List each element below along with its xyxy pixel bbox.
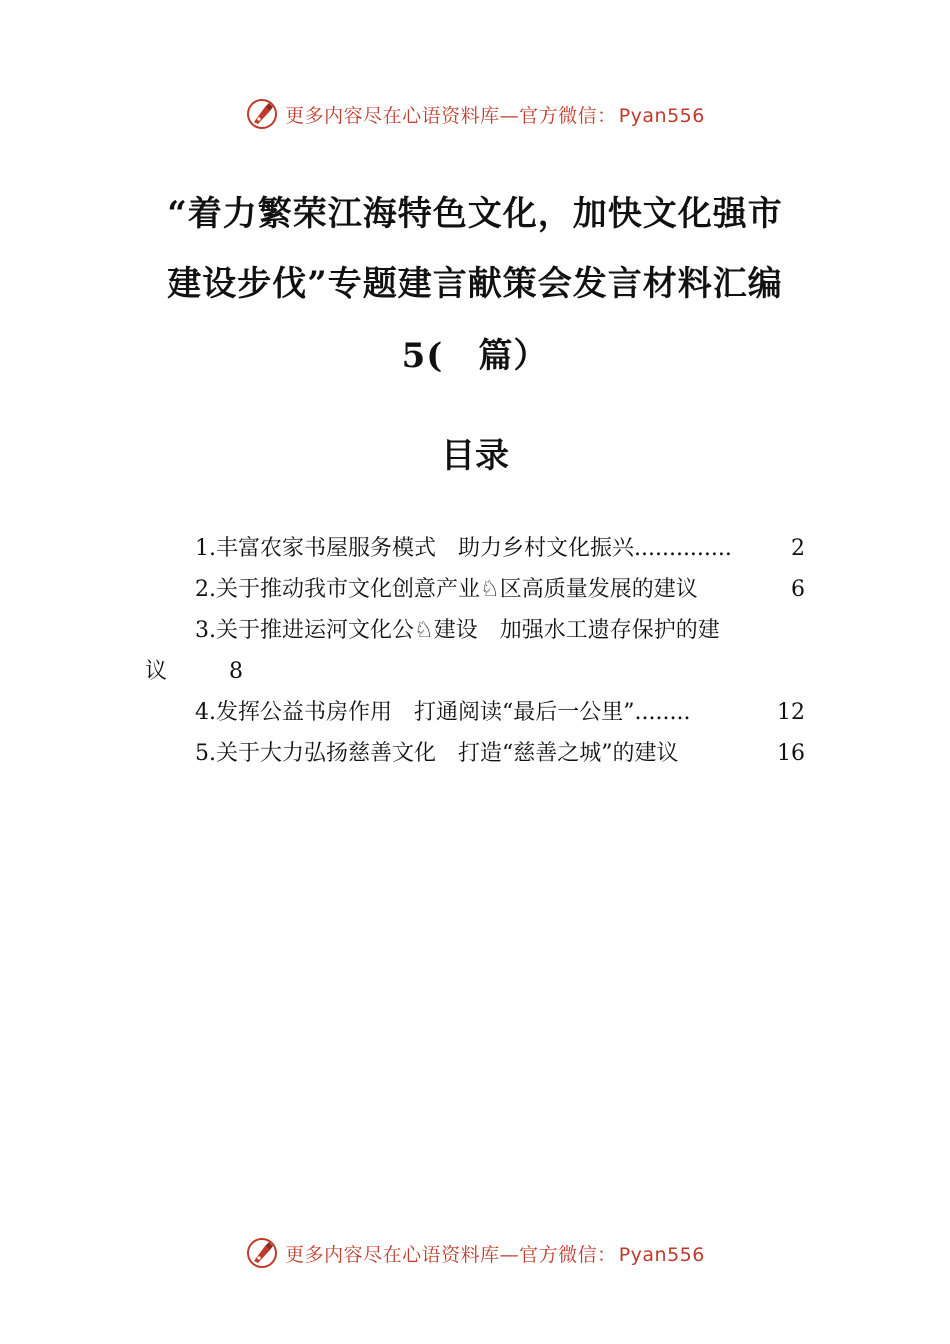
- header-watermark-banner: [0, 94, 950, 134]
- footer-watermark-banner: [0, 1233, 950, 1273]
- watermark-separator: —: [499, 1243, 520, 1266]
- toc-item-label: 5.关于大力弘扬慈善文化 打造“慈善之城”的建议: [195, 741, 679, 766]
- watermark-wechat-id: Pyan556: [618, 1243, 705, 1266]
- toc-indent: [145, 610, 195, 651]
- toc-item-label: 2.关于推动我市文化创意产业♘区高质量发展的建议: [195, 577, 698, 602]
- document-title-line-2: 建设步伐”专题建言献策会发言材料汇编: [167, 264, 783, 304]
- toc-indent: [145, 733, 195, 774]
- toc-item-label: 4.发挥公益书房作用 打通阅读“最后一公里”........: [195, 700, 691, 725]
- toc-indent: [145, 692, 195, 733]
- toc-item-continuation: [145, 651, 805, 692]
- watermark-text: [285, 1240, 705, 1267]
- pen-nib-logo-icon: [245, 97, 279, 131]
- toc-item-label: 3.关于推进运河文化公♘建设 加强水工遗存保护的建: [195, 618, 720, 643]
- toc-item-page: 12: [777, 700, 805, 725]
- toc-item[interactable]: [145, 569, 805, 610]
- toc-item-page: 16: [777, 741, 805, 766]
- watermark-separator: —: [499, 104, 520, 127]
- toc-item-page: 6: [791, 577, 805, 602]
- toc-item-label-cont: 议: [145, 659, 168, 684]
- toc-item[interactable]: [145, 610, 805, 692]
- toc-item[interactable]: [145, 528, 805, 569]
- toc-item-label: 1.丰富农家书屋服务模式 助力乡村文化振兴..............: [195, 536, 732, 561]
- table-of-contents: [145, 528, 805, 774]
- watermark-wechat-id: Pyan556: [618, 104, 705, 127]
- watermark-brand: 更多内容尽在心语资料库: [285, 104, 500, 127]
- toc-item-page: 8: [229, 659, 244, 684]
- toc-item[interactable]: [145, 692, 805, 733]
- toc-item-first-line: [145, 610, 805, 651]
- watermark-brand: 更多内容尽在心语资料库: [285, 1243, 500, 1266]
- toc-indent: [145, 569, 195, 610]
- toc-item-page: 2: [791, 536, 805, 561]
- pen-nib-logo-icon: [245, 1236, 279, 1270]
- document-title-line-3: 5( 篇）: [401, 336, 549, 376]
- watermark-text: [285, 101, 705, 128]
- watermark-wechat-label: 官方微信：: [519, 1243, 617, 1266]
- watermark-wechat-label: 官方微信：: [519, 104, 617, 127]
- toc-item[interactable]: [145, 733, 805, 774]
- toc-heading: 目录: [441, 436, 509, 476]
- document-title-line-1: “着力繁荣江海特色文化，加快文化强市: [167, 194, 783, 234]
- toc-indent: [145, 528, 195, 569]
